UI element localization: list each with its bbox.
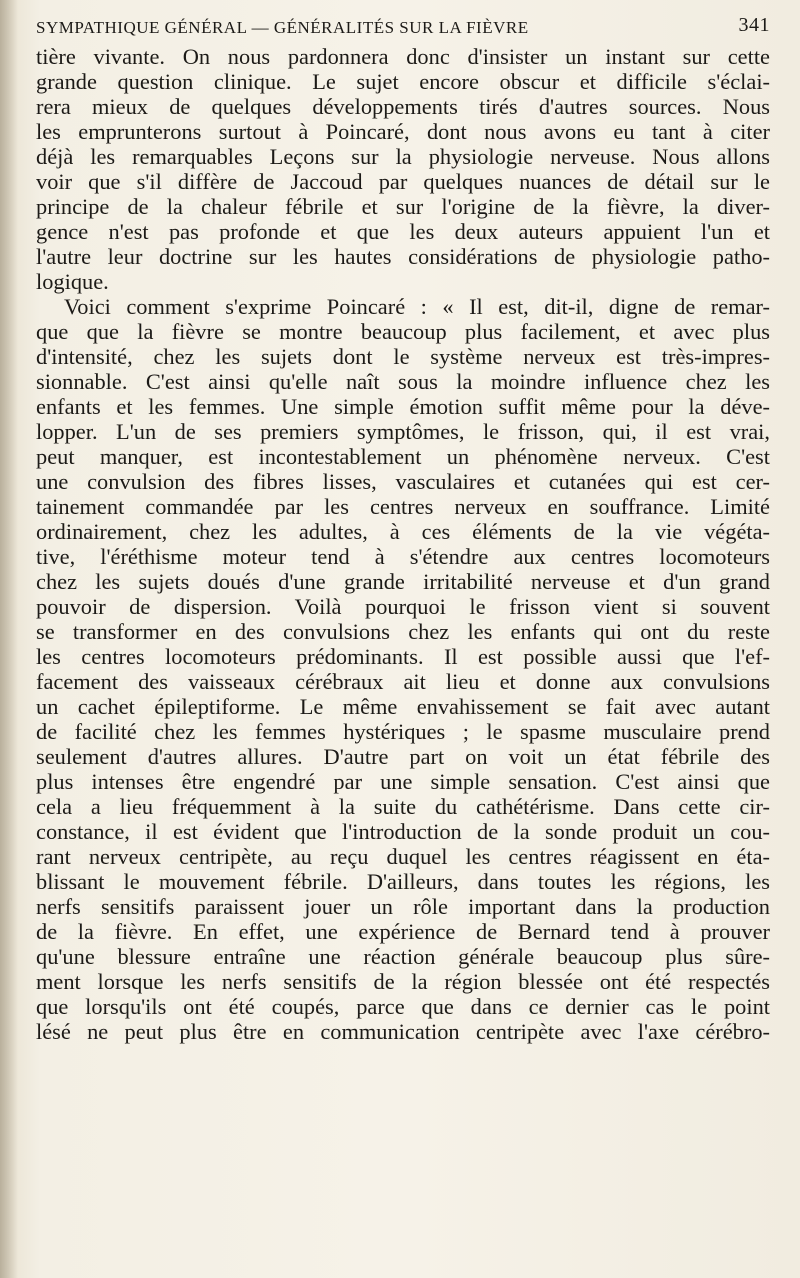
text-line: qu'une blessure entraîne une réaction générale beaucoup plus sûre- — [36, 944, 770, 969]
text-line: de facilité chez les femmes hystériques ; le spasme musculaire prend — [36, 719, 770, 744]
text-line: que que la fièvre se montre beaucoup plus facilement, et avec plus — [36, 319, 770, 344]
text-line-content: Voici comment s'exprime Poincaré : « Il est, dit-il, digne de remar- — [64, 294, 770, 319]
page-number: 341 — [738, 14, 770, 36]
text-line: de la fièvre. En effet, une expérience de Bernard tend à prouver — [36, 919, 770, 944]
text-line: seulement d'autres allures. D'autre part on voit un état fébrile des — [36, 744, 770, 769]
text-line: constance, il est évident que l'introduction de la sonde produit un cou- — [36, 819, 770, 844]
text-line: tainement commandée par les centres nerveux en souffrance. Limité — [36, 494, 770, 519]
text-line: chez les sujets doués d'une grande irritabilité nerveuse et d'un grand — [36, 569, 770, 594]
text-line-indented — [36, 294, 770, 319]
text-line: lopper. L'un de ses premiers symptômes, le frisson, qui, il est vrai, — [36, 419, 770, 444]
text-line: un cachet épileptiforme. Le même envahissement se fait avec autant — [36, 694, 770, 719]
text-line: pouvoir de dispersion. Voilà pourquoi le frisson vient si souvent — [36, 594, 770, 619]
text-line: lésé ne peut plus être en communication centripète avec l'axe cérébro- — [36, 1019, 770, 1044]
text-line: peut manquer, est incontestablement un phénomène nerveux. C'est — [36, 444, 770, 469]
text-line: les emprunterons surtout à Poincaré, dont nous avons eu tant à citer — [36, 119, 770, 144]
text-line: rera mieux de quelques développements tirés d'autres sources. Nous — [36, 94, 770, 119]
body-text — [36, 44, 770, 1044]
text-line: déjà les remarquables Leçons sur la physiologie nerveuse. Nous allons — [36, 144, 770, 169]
text-line: sionnable. C'est ainsi qu'elle naît sous la moindre influence chez les — [36, 369, 770, 394]
text-line: les centres locomoteurs prédominants. Il est possible aussi que l'ef- — [36, 644, 770, 669]
text-line: cela a lieu fréquemment à la suite du cathétérisme. Dans cette cir- — [36, 794, 770, 819]
text-line: nerfs sensitifs paraissent jouer un rôle important dans la production — [36, 894, 770, 919]
text-line: enfants et les femmes. Une simple émotion suffit même pour la déve- — [36, 394, 770, 419]
text-line: facement des vaisseaux cérébraux ait lieu et donne aux convulsions — [36, 669, 770, 694]
paragraph — [36, 44, 770, 294]
paragraph — [36, 294, 770, 1044]
text-line: ordinairement, chez les adultes, à ces éléments de la vie végéta- — [36, 519, 770, 544]
text-line: principe de la chaleur fébrile et sur l'origine de la fièvre, la diver- — [36, 194, 770, 219]
text-line: logique. — [36, 269, 109, 294]
text-line: que lorsqu'ils ont été coupés, parce que dans ce dernier cas le point — [36, 994, 770, 1019]
running-head-title: SYMPATHIQUE GÉNÉRAL — GÉNÉRALITÉS SUR LA FIÈVRE — [36, 18, 529, 37]
text-line: l'autre leur doctrine sur les hautes considérations de physiologie patho- — [36, 244, 770, 269]
text-line: grande question clinique. Le sujet encore obscur et difficile s'éclai- — [36, 69, 770, 94]
text-line: rant nerveux centripète, au reçu duquel les centres réagissent en éta- — [36, 844, 770, 869]
binding-shadow — [0, 0, 18, 1278]
text-line: tière vivante. On nous pardonnera donc d'insister un instant sur cette — [36, 44, 770, 69]
text-line: voir que s'il diffère de Jaccoud par quelques nuances de détail sur le — [36, 169, 770, 194]
text-line: blissant le mouvement fébrile. D'ailleurs, dans toutes les régions, les — [36, 869, 770, 894]
text-line: ment lorsque les nerfs sensitifs de la région blessée ont été respectés — [36, 969, 770, 994]
text-line: une convulsion des fibres lisses, vasculaires et cutanées qui est cer- — [36, 469, 770, 494]
text-line: se transformer en des convulsions chez les enfants qui ont du reste — [36, 619, 770, 644]
text-line: tive, l'éréthisme moteur tend à s'étendre aux centres locomoteurs — [36, 544, 770, 569]
text-line: gence n'est pas profonde et que les deux auteurs appuient l'un et — [36, 219, 770, 244]
text-line: d'intensité, chez les sujets dont le système nerveux est très-impres- — [36, 344, 770, 369]
text-line: plus intenses être engendré par une simple sensation. C'est ainsi que — [36, 769, 770, 794]
running-head — [36, 14, 770, 38]
